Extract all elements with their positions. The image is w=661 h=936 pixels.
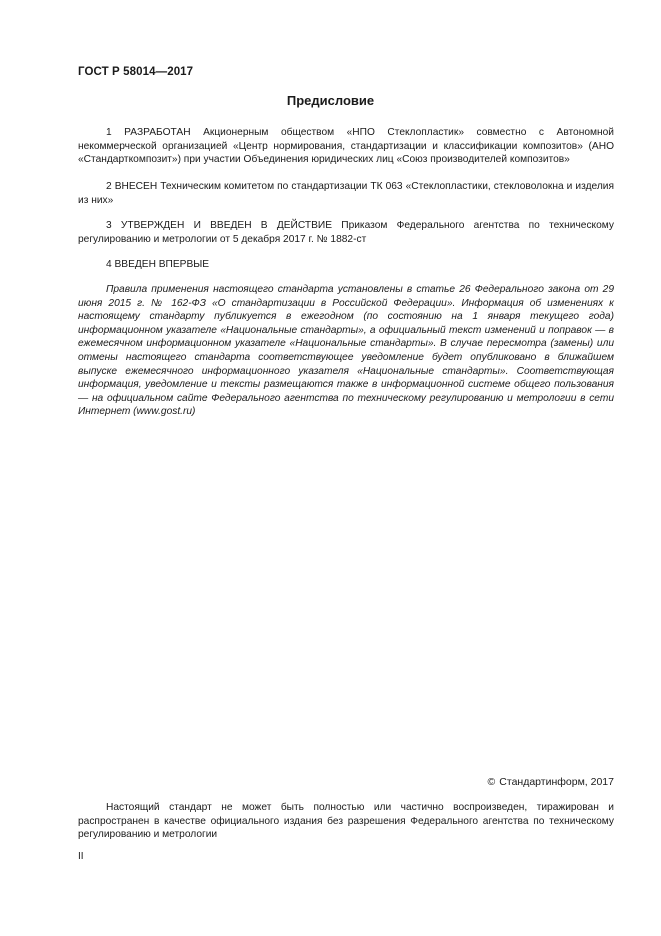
preface-item-2: 2 ВНЕСЕН Техническим комитетом по стандартизации ТК 063 «Стеклопластики, стекловолокна и изделия из них» xyxy=(78,181,614,206)
copyright-line xyxy=(488,776,614,788)
preface-item-1: 1 РАЗРАБОТАН Акционерным обществом «НПО Стеклопластик» совместно с Автономной некоммерческой организацией «Центр нормирования, стандартизации и классификации композитов» (АНО «Стандарткомпозит») при участии Объединения юридических лиц «Союз производителей композитов» xyxy=(78,127,614,166)
preface-item-4: 4 ВВЕДЕН ВПЕРВЫЕ xyxy=(106,259,210,270)
page-number: II xyxy=(78,851,84,862)
copyright-text: Стандартинформ, 2017 xyxy=(499,776,614,788)
document-code: ГОСТ Р 58014—2017 xyxy=(78,66,194,78)
application-rules-note: Правила применения настоящего стандарта установлены в статье 26 Федерального закона от 29 июня 2015 г. № 162-ФЗ «О стандартизации в Российской Федерации». Информация об изменениях к настоящему стандарту публикуется в ежегодном (по состоянию на 1 января текущего года) информационном указателе «Национальные стандарты», а официальный текст изменений и поправок — в ежемесячном информационном указателе «Национальные стандарты». В случае пересмотра (замены) или отмены настоящего стандарта соответствующее уведомление будет опубликовано в ближайшем выпуске ежемесячного информационного указателя «Национальные стандарты». Соответствующая информация, уведомление и тексты размещаются также в информационной системе общего пользования — на официальном сайте Федерального агентства по техническому регулированию и метрологии в сети Интернет (www.gost.ru) xyxy=(78,284,614,418)
preface-item-3: 3 УТВЕРЖДЕН И ВВЕДЕН В ДЕЙСТВИЕ Приказом Федерального агентства по техническому регулированию и метрологии от 5 декабря 2017 г. № 1882-ст xyxy=(78,220,614,245)
reproduction-notice: Настоящий стандарт не может быть полностью или частично воспроизведен, тиражирован и распространен в качестве официального издания без разрешения Федерального агентства по техническому регулированию и метрологии xyxy=(78,802,614,841)
preface-title: Предисловие xyxy=(286,93,375,108)
copyright-icon: © xyxy=(487,776,496,788)
